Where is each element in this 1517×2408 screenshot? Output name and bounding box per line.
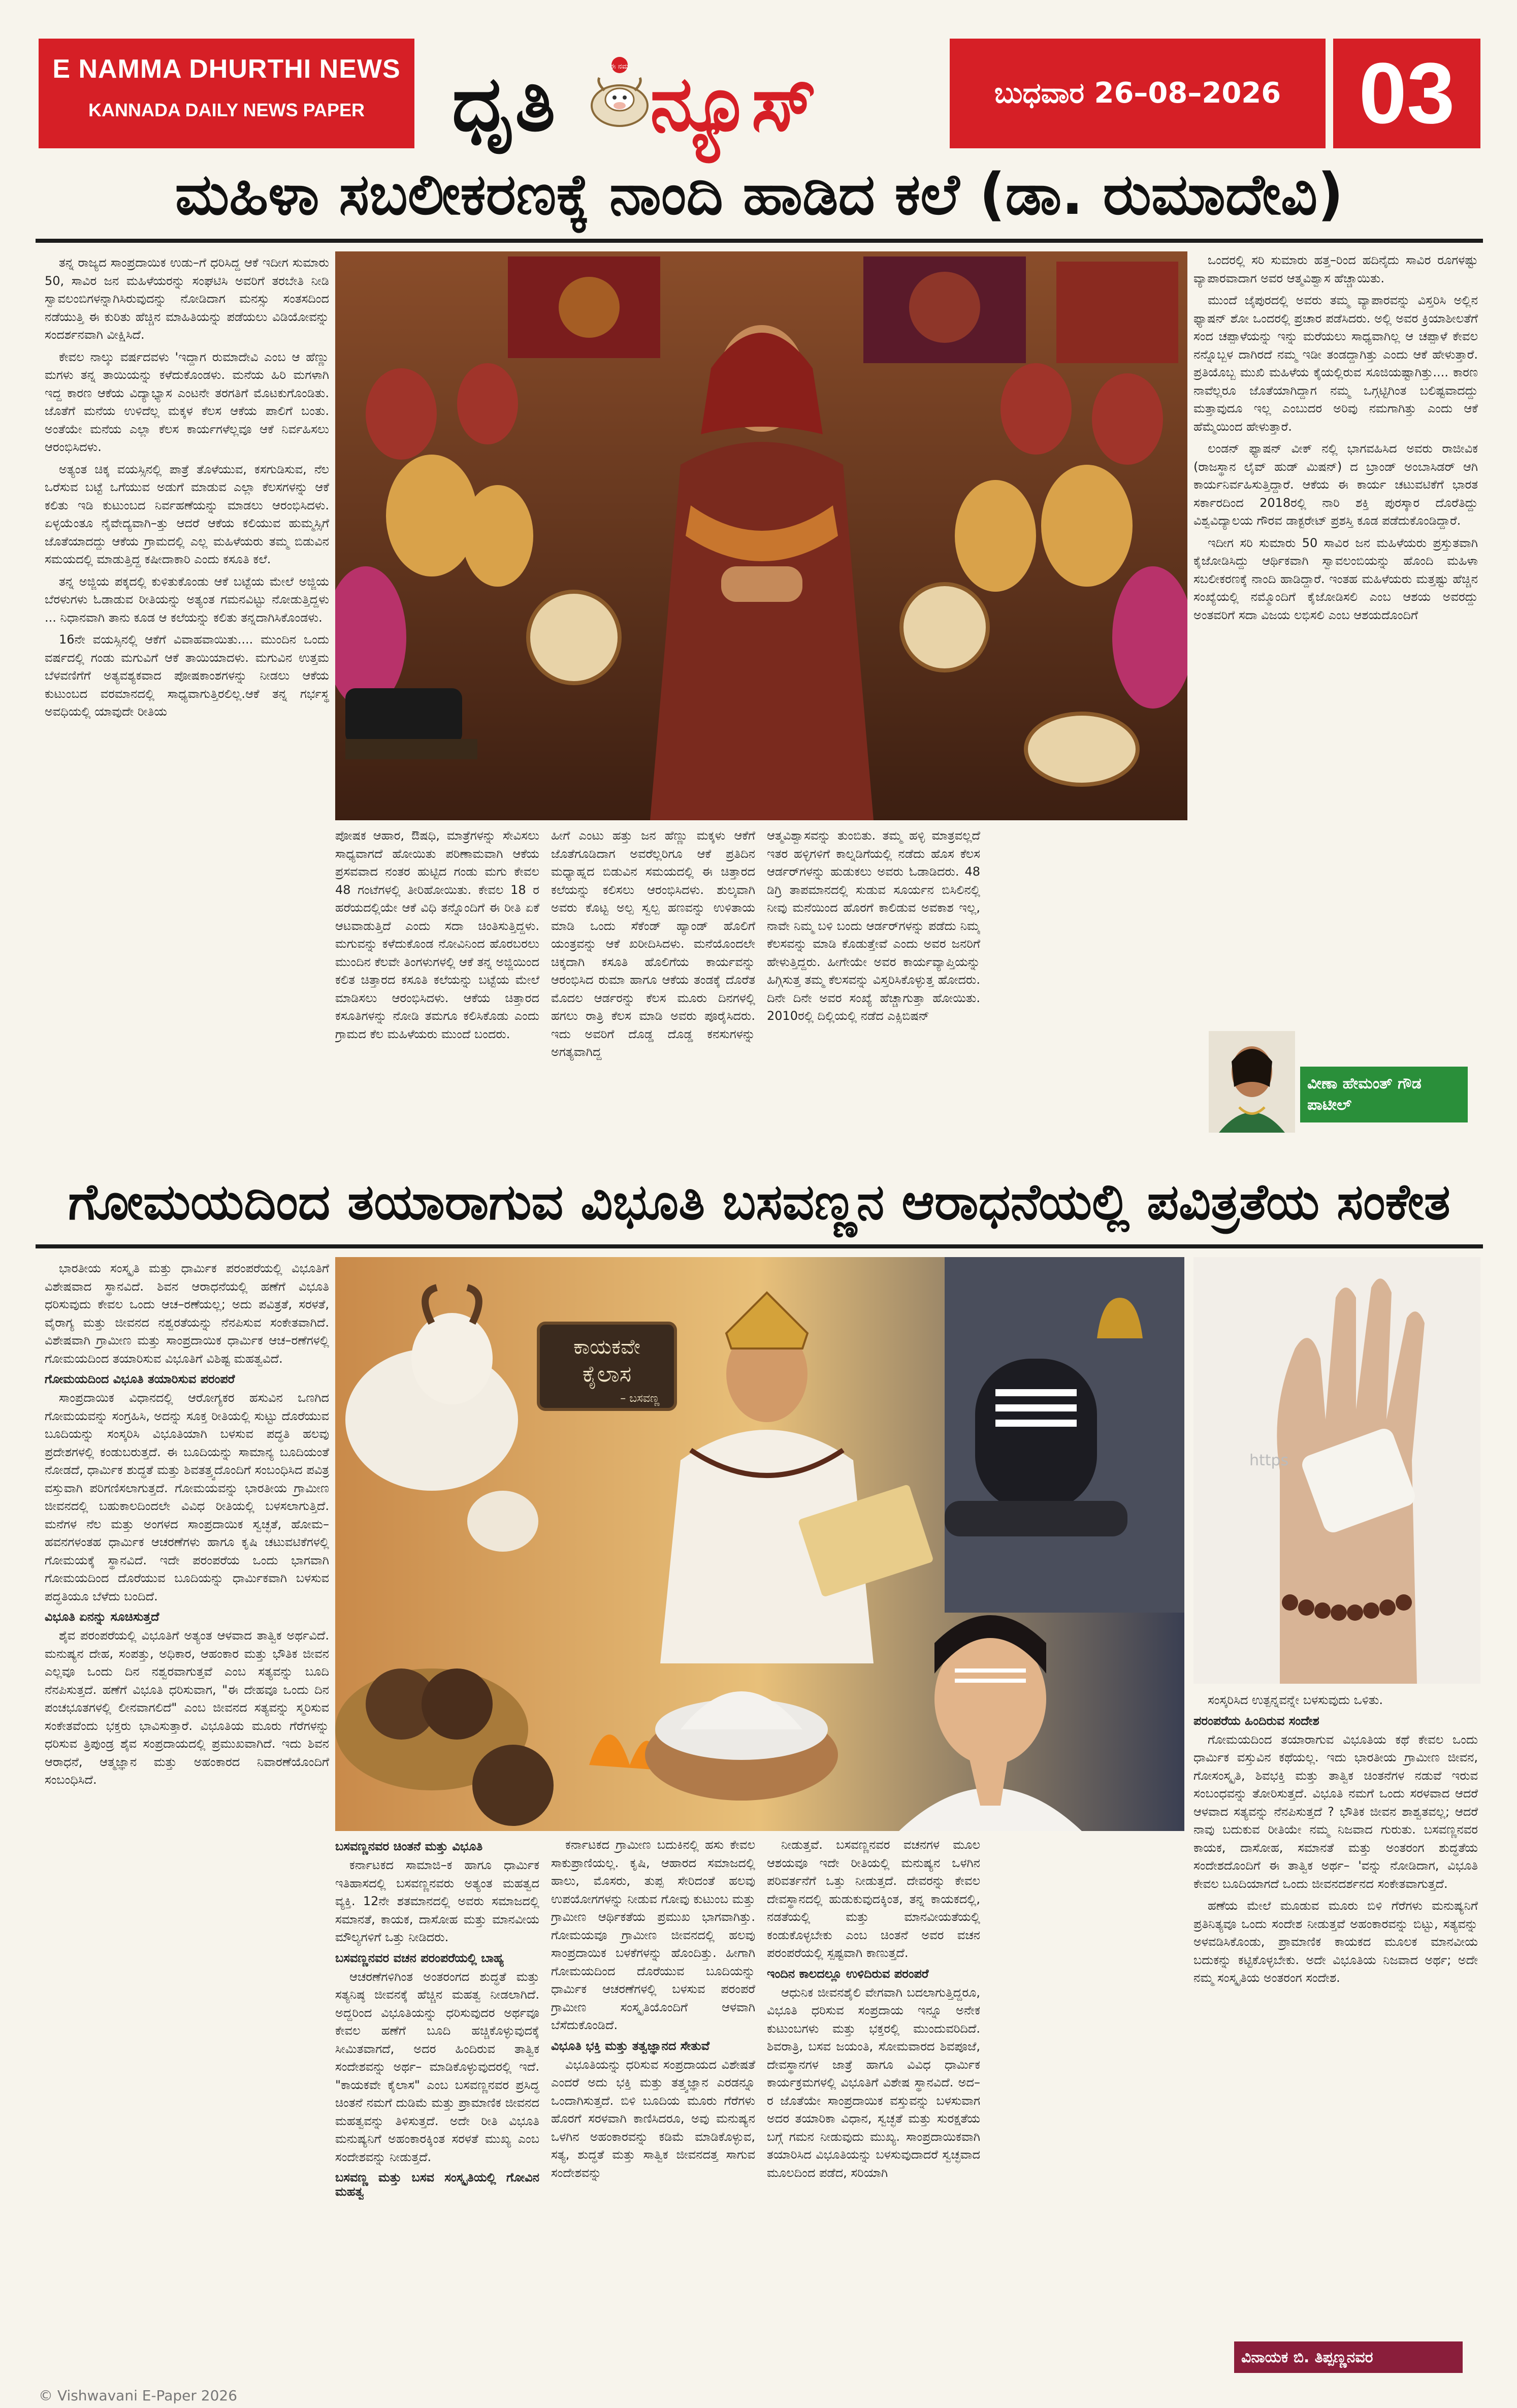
paragraph: ಕರ್ನಾಟಕದ ಸಾಮಾಜಿ–ಕ ಹಾಗೂ ಧಾರ್ಮಿಕ ಇತಿಹಾಸದಲ್ಲಿ ಬಸವಣ್ಣನವರು ಅತ್ಯಂತ ಮಹತ್ವದ ವ್ಯಕ್ತಿ. 12ನೇ ಶತಮಾನದಲ್ಲಿ ಅವರು ಸಮಾಜದಲ್ಲಿ ಸಮಾನತೆ, ಕಾಯಕ, ದಾಸೋಹ ಮತ್ತು ಮಾನವೀಯ ಮೌಲ್ಯಗಳಿಗೆ ಒತ್ತು ನೀಡಿದರು.: [335, 1858, 539, 1945]
story2-col3: [551, 1836, 755, 2385]
paragraph: ಕರ್ನಾಟಕದ ಗ್ರಾಮೀಣ ಬದುಕಿನಲ್ಲಿ ಹಸು ಕೇವಲ ಸಾಕುಪ್ರಾಣಿಯಲ್ಲ. ಕೃಷಿ, ಆಹಾರದ ಸಮಾಜದಲ್ಲಿ ಹಾಲು, ಮೊಸರು, ತುಪ್ಪ ಸೇರಿದಂತೆ ಹಲವು ಉಪಯೋಗಗಳನ್ನು ನೀಡುವ ಗೋವು ಕುಟುಂಬ ಮತ್ತು ಗ್ರಾಮೀಣ ಆರ್ಥಿಕತೆಯ ಪ್ರಮುಖ ಭಾಗವಾಗಿತ್ತು. ಗೋಮಯವೂ ಗ್ರಾಮೀಣ ಜೀವನದಲ್ಲಿ ಹಲವು ಸಾಂಪ್ರದಾಯಿಕ ಬಳಕೆಗಳನ್ನು ಹೊಂದಿತ್ತು. ಹೀಗಾಗಿ ಗೋಮಯದಿಂದ ದೊರೆಯುವ ಬೂದಿಯನ್ನು ಧಾರ್ಮಿಕ ಆಚರಣೆಗಳಲ್ಲಿ ಬಳಸುವ ಪರಂಪರೆ ಗ್ರಾಮೀಣ ಸಂಸ್ಕೃತಿಯೊಂದಿಗೆ ಆಳವಾಗಿ ಬೆಸೆದುಕೊಂಡಿದೆ.: [551, 1838, 755, 2033]
subhead: ಬಸವಣ್ಣ ಮತ್ತು ಬಸವ ಸಂಸ್ಕೃತಿಯಲ್ಲಿ ಗೋವಿನ ಮಹತ್ವ: [335, 2170, 539, 2199]
paragraph: ಅತ್ಯಂತ ಚಿಕ್ಕ ವಯಸ್ಸಿನಲ್ಲಿ ಪಾತ್ರೆ ತೊಳೆಯುವ, ಕಸಗುಡಿಸುವ, ನೆಲ ಒರೆಸುವ ಬಟ್ಟೆ ಒಗೆಯುವ ಅಡುಗೆ ಮಾಡುವ ಎಲ್ಲಾ ಕೆಲಸಗಳನ್ನು ಆಕೆ ಕಲಿತು ಇಡಿ ಕುಟುಂಬದ ನಿರ್ವಹಣೆಯನ್ನು ಮಾಡಲು ಆರಂಭಿಸಿದಳು. ಏಳ್ಳಯೆಂತೂ ನೈವೇದ್ಯವಾಗಿ–ತ್ತು ಆದರೆ ಆಕೆಯ ಕಲಿಯುವ ಹುಮ್ಮಸ್ಸಿಗೆ ಜೊತೆಯಾದದ್ದು ಆಕೆಯ ಗ್ರಾಮದಲ್ಲಿ ಎಲ್ಲ ಮಹಿಳೆಯರು ತಮ್ಮ ಬಿಡುವಿನ ಸಮಯದಲ್ಲಿ ಮಾಡುತ್ತಿದ್ದ ಕಷೀದಾಕಾರಿ ಎಂದು ಕಸೂತಿ ಕಲೆ.: [45, 462, 329, 567]
paragraph: ಹಣೆಯ ಮೇಲೆ ಮೂಡುವ ಮೂರು ಬಿಳಿ ಗೆರೆಗಳು ಮನುಷ್ಯನಿಗೆ ಪ್ರತಿನಿತ್ಯವೂ ಒಂದು ಸಂದೇಶ ನೀಡುತ್ತವೆ ಅಹಂಕಾರವನ್ನು ಬಿಟ್ಟು, ಸತ್ಯವನ್ನು ಅಳವಡಿಸಿಕೊಂಡು, ಪ್ರಾಮಾಣಿಕ ಕಾಯಕದ ಮೂಲಕ ಮಾನವೀಯ ಬದುಕನ್ನು ಕಟ್ಟಿಕೊಳ್ಳಬೇಕು. ಅದೇ ವಿಭೂತಿಯ ನಿಜವಾದ ಅರ್ಥ; ಅದೇ ನಮ್ಮ ಸಂಸ್ಕೃತಿಯ ಅಂತರಂಗ ಸಂದೇಶ.: [1193, 1899, 1478, 1985]
story2-col5: [1193, 1691, 1478, 2336]
author2-byline: ವಿನಾಯಕ ಬಿ. ತಿಪ್ಪಣ್ಣನವರ: [1234, 2341, 1463, 2373]
brand-box: [39, 39, 414, 148]
subhead: ವಿಭೂತಿ ಏನನ್ನು ಸೂಚಿಸುತ್ತದೆ: [45, 1610, 159, 1624]
story1-col5: [1193, 251, 1478, 1044]
subhead: ಬಸವಣ್ಣನವರ ಚಿಂತನೆ ಮತ್ತು ವಿಭೂತಿ: [335, 1839, 483, 1853]
paragraph: ತನ್ನ ರಾಜ್ಯದ ಸಾಂಪ್ರದಾಯಿಕ ಉಡು–ಗೆ ಧರಿಸಿದ್ದ ಆಕೆ ಇದೀಗ ಸುಮಾರು 50, ಸಾವಿರ ಜನ ಮಹಿಳೆಯರನ್ನು ಸಂಘಟಿಸಿ ಅವರಿಗೆ ತರಬೇತಿ ನೀಡಿ ಸ್ವಾವಲಂಬಿಗಳನ್ನಾಗಿಸಿರುವುದನ್ನು ನೋಡಿದಾಗ ಮನಸ್ಸು ಸಂತಸದಿಂದ ನಡೆಯುತ್ತಿ ಈ ಕುರಿತು ಹೆಚ್ಚಿನ ಮಾಹಿತಿಯನ್ನು ಪಡೆಯಲು ವಿಡಿಯೋವನ್ನು ಸಂದರ್ಶನವಾಗಿ ವೀಕ್ಷಿಸಿದೆ.: [45, 255, 329, 342]
subhead: ಇಂದಿನ ಕಾಲದಲ್ಲೂ ಉಳಿದಿರುವ ಪರಂಪರೆ: [767, 1966, 929, 1981]
author1-byline: ವೀಣಾ ಹೇಮಂತ್ ಗೌಡ ಪಾಟೀಲ್: [1300, 1067, 1468, 1122]
paragraph: ಭಾರತೀಯ ಸಂಸ್ಕೃತಿ ಮತ್ತು ಧಾರ್ಮಿಕ ಪರಂಪರೆಯಲ್ಲಿ ವಿಭೂತಿಗೆ ವಿಶೇಷವಾದ ಸ್ಥಾನವಿದೆ. ಶಿವನ ಆರಾಧನೆಯಲ್ಲಿ ಹಣೆಗೆ ವಿಭೂತಿ ಧರಿಸುವುದು ಕೇವಲ ಒಂದು ಆಚ–ರಣೆಯಲ್ಲ; ಅದು ಪವಿತ್ರತೆ, ಸರಳತೆ, ವೈರಾಗ್ಯ ಮತ್ತು ಜೀವನದ ನಶ್ವರತೆಯನ್ನು ನೆನಪಿಸುವ ಸಂಕೇತವಾಗಿದೆ. ವಿಶೇಷವಾಗಿ ಗ್ರಾಮೀಣ ಮತ್ತು ಸಾಂಪ್ರದಾಯಿಕ ಧಾರ್ಮಿಕ ಆಚ–ರಣೆಗಳಲ್ಲಿ ಗೋಮಯದಿಂದ ತಯಾರಿಸುವ ವಿಭೂತಿಗೆ ವಿಶಿಷ್ಟ ಮಹತ್ವವಿದೆ.: [45, 1261, 329, 1366]
story1-col3: ಹೀಗೆ ಎಂಟು ಹತ್ತು ಜನ ಹೆಣ್ಣು ಮಕ್ಕಳು ಆಕೆಗೆ ಜೊತೆಗೂಡಿದಾಗ ಅವರೆಲ್ಲರಿಗೂ ಆಕೆ ಪ್ರತಿದಿನ ಮಧ್ಯಾಹ್ನದ ಬಿಡುವಿನ ಸಮಯದಲ್ಲಿ ಈ ಚಿತ್ತಾರದ ಕಲೆಯನ್ನು ಕಲಿಸಲು ಆರಂಭಿಸಿದಳು. ಶುಲ್ಕವಾಗಿ ಅವರು ಕೊಟ್ಟ ಅಲ್ಪ ಸ್ವಲ್ಪ ಹಣವನ್ನು ಉಳಿತಾಯ ಮಾಡಿ ಒಂದು ಸೆಕೆಂಡ್ ಹ್ಯಾಂಡ್ ಹೊಲಿಗೆ ಯಂತ್ರವನ್ನು ಆಕೆ ಖರೀದಿಸಿದಳು. ಮನೆಯೊಂದಲೇ ಚಿಕ್ಕದಾಗಿ ಕಸೂತಿ ಹೊಲಿಗೆಯ ಕಾರ್ಯವನ್ನು ಆರಂಭಿಸಿದ ರುಮಾ ಹಾಗೂ ಆಕೆಯ ತಂಡಕ್ಕೆ ದೊರೆತ ಮೊದಲ ಆರ್ಡರನ್ನು ಕೆಲಸ ಮೂರು ದಿನಗಳಲ್ಲಿ ಹಗಲು ರಾತ್ರಿ ಕೆಲಸ ಮಾಡಿ ಅವರು ಪೂರೈಸಿದರು. ಇದು ಅವರಿಗೆ ದೊಡ್ಡ ದೊಡ್ಡ ಕನಸುಗಳನ್ನು ಅಗತ್ಯವಾಗಿದ್ದ: [551, 828, 755, 1059]
paragraph: ನೀಡುತ್ತವೆ. ಬಸವಣ್ಣನವರ ವಚನಗಳ ಮೂಲ ಆಶಯವೂ ಇದೇ ರೀತಿಯಲ್ಲಿ ಮನುಷ್ಯನ ಒಳಗಿನ ಪರಿವರ್ತನೆಗೆ ಒತ್ತು ನೀಡುತ್ತದೆ. ದೇವರನ್ನು ಕೇವಲ ದೇವಸ್ಥಾನದಲ್ಲಿ ಹುಡುಕುವುದಕ್ಕಿಂತ, ತನ್ನ ಕಾಯಕದಲ್ಲಿ, ನಡತೆಯಲ್ಲಿ ಮತ್ತು ಮಾನವೀಯತೆಯಲ್ಲಿ ಕಂಡುಕೊಳ್ಳಬೇಕು ಎಂಬ ಚಿಂತನೆ ಅವರ ವಚನ ಪರಂಪರೆಯಲ್ಲಿ ಸ್ಪಷ್ಟವಾಗಿ ಕಾಣುತ್ತದೆ.: [767, 1838, 980, 1961]
subhead: ಗೋಮಯದಿಂದ ವಿಭೂತಿ ತಯಾರಿಸುವ ಪರಂಪರೆ: [45, 1372, 235, 1387]
paragraph: ಕೇವಲ ನಾಲ್ಕು ವರ್ಷದವಳು 'ಇದ್ದಾಗ ರುಮಾದೇವಿ ಎಂಬ ಆ ಹೆಣ್ಣು ಮಗಳು ತನ್ನ ತಾಯಿಯನ್ನು ಕಳೆದುಕೊಂಡಳು. ಮನೆಯ ಹಿರಿ ಮಗಳಾಗಿ ಇದ್ದ ಕಾರಣ ಆಕೆಯ ವಿದ್ಯಾಭ್ಯಾಸ ಎಂಟನೇ ತರಗತಿಗೆ ಮೊಟಕುಗೊಂಡಿತು. ಜೊತೆಗೆ ಮನೆಯ ಉಳಿದೆಲ್ಲ ಮಕ್ಕಳ ಕೆಲಸ ಆಕೆಯ ಪಾಲಿಗೆ ಬಂತು. ಅಂತೆಯೇ ಮನೆಯ ಎಲ್ಲಾ ಕೆಲಸ ಕಾರ್ಯಗಳೆಲ್ಲವೂ ಆಕೆ ನಿರ್ವಹಿಸಲು ಆರಂಭಿಸಿದಳು.: [45, 349, 329, 455]
vibhuti-illustration: [335, 1257, 1184, 1831]
story2-col2: [335, 1836, 539, 2385]
story2-rule: [36, 1244, 1483, 1248]
logo-text-2: ನ್ಯೂಸ್: [650, 60, 817, 148]
author1-portrait: [1209, 1031, 1295, 1133]
subhead: ವಿಭೂತಿ ಭಕ್ತಿ ಮತ್ತು ತತ್ವಜ್ಞಾನದ ಸೇತುವೆ: [551, 2038, 710, 2053]
cow-logo-icon: [584, 55, 655, 136]
paragraph: ತನ್ನ ಅಜ್ಜಿಯ ಪಕ್ಕದಲ್ಲಿ ಕುಳಿತುಕೊಂಡು ಆಕೆ ಬಟ್ಟೆಯ ಮೇಲೆ ಅಜ್ಜಿಯ ಬೆರಳುಗಳು ಓಡಾಡುವ ರೀತಿಯನ್ನು ಅತ್ಯಂತ ಗಮನವಿಟ್ಟು ನೋಡುತ್ತಿದ್ದಳು ... ನಿಧಾನವಾಗಿ ತಾನು ಕೂಡ ಆ ಕಲೆಯನ್ನು ಕಲಿತು ತನ್ನದಾಗಿಸಿಕೊಂಡಳು.: [45, 574, 329, 625]
paragraph: ವಿಭೂತಿಯನ್ನು ಧರಿಸುವ ಸಂಪ್ರದಾಯದ ವಿಶೇಷತೆ ಎಂದರೆ ಅದು ಭಕ್ತಿ ಮತ್ತು ತತ್ತ್ವಜ್ಞಾನ ಎರಡನ್ನೂ ಒಂದಾಗಿಸುತ್ತದೆ. ಬಿಳಿ ಬೂದಿಯ ಮೂರು ಗೆರೆಗಳು ಹೊರಗೆ ಸರಳವಾಗಿ ಕಾಣಿಸಿದರೂ, ಅವು ಮನುಷ್ಯನ ಒಳಗಿನ ಅಹಂಕಾರವನ್ನು ಕಡಿಮೆ ಮಾಡಿಕೊಳ್ಳುವ, ಸತ್ಯ, ಶುದ್ಧತೆ ಮತ್ತು ಸಾತ್ವಿಕ ಜೀವನದತ್ತ ಸಾಗುವ ಸಂದೇಶವನ್ನು: [551, 2057, 755, 2180]
page-number: 03: [1333, 39, 1480, 148]
brand-name: E NAMMA DHURTHI NEWS: [52, 54, 401, 84]
paragraph: ಶೈವ ಪರಂಪರೆಯಲ್ಲಿ ವಿಭೂತಿಗೆ ಅತ್ಯಂತ ಆಳವಾದ ತಾತ್ವಿಕ ಅರ್ಥವಿದೆ. ಮನುಷ್ಯನ ದೇಹ, ಸಂಪತ್ತು, ಅಧಿಕಾರ, ಆಹಂಕಾರ ಮತ್ತು ಭೌತಿಕ ಜೀವನ ಎಲ್ಲವೂ ಒಂದು ದಿನ ನಶ್ವರವಾಗುತ್ತವೆ ಎಂಬ ಸತ್ಯವನ್ನು ಬೂದಿ ನೆನಪಿಸುತ್ತದೆ. ಹಣೆಗೆ ವಿಭೂತಿ ಧರಿಸುವಾಗ, "ಈ ದೇಹವೂ ಒಂದು ದಿನ ಪಂಚಭೂತಗಳಲ್ಲಿ ಲೀನವಾಗಲಿದೆ" ಎಂಬ ಜೀವನದ ಸತ್ಯವನ್ನು ಸ್ಮರಿಸುವ ಸಂಕೇತವೆಂದು ಭಕ್ತರು ಭಾವಿಸುತ್ತಾರೆ. ವಿಭೂತಿಯ ಮೂರು ಗೆರೆಗಳನ್ನು ಧರಿಸುವ ತ್ರಿಪುಂಡ್ರ ಶೈವ ಸಂಪ್ರದಾಯದಲ್ಲಿ ಪ್ರಮುಖವಾಗಿದೆ. ಇದು ಶಿವನ ಆರಾಧನೆ, ಆತ್ಮಜ್ಞಾನ ಮತ್ತು ಅಹಂಕಾರದ ನಿವಾರಣೆಯೊಂದಿಗೆ ಸಂಬಂಧಿಸಿದೆ.: [45, 1628, 329, 1787]
hand-vibhuti-photo: [1193, 1257, 1480, 1684]
sign-line3: – ಬಸವಣ್ಣ: [620, 1392, 660, 1405]
paragraph: 16ನೇ ವಯಸ್ಸಿನಲ್ಲಿ ಆಕೆಗೆ ವಿವಾಹವಾಯಿತು.... ಮುಂದಿನ ಒಂದು ವರ್ಷದಲ್ಲಿ ಗಂಡು ಮಗುವಿಗೆ ಆಕೆ ತಾಯಿಯಾದಳು. ಮಗುವಿನ ಉತ್ತಮ ಬೆಳವಣಿಗೆಗೆ ಅತ್ಯವಶ್ಯಕವಾದ ಪೋಷಕಾಂಶಗಳನ್ನು ನೀಡಲು ಆಕೆಯ ಕುಟುಂಬದ ವರಮಾನದಲ್ಲಿ ಸಾಧ್ಯವಾಗುತ್ತಿರಲಿಲ್ಲ.ಆಕೆ ತನ್ನ ಗರ್ಭಸ್ಥ ಅವಧಿಯಲ್ಲಿ ಯಾವುದೇ ರೀತಿಯ: [45, 632, 329, 719]
story1-headline: ಮಹಿಳಾ ಸಬಲೀಕರಣಕ್ಕೆ ನಾಂದಿ ಹಾಡಿದ ಕಲೆ (ಡಾ. ರುಮಾದೇವಿ): [175, 162, 1344, 228]
paragraph: ಒಂದರಲ್ಲಿ ಸರಿ ಸುಮಾರು ಹತ್ತ–ರಿಂದ ಹದಿನೈದು ಸಾವಿರ ರೂಗಳಷ್ಟು ವ್ಯಾಪಾರವಾದಾಗ ಅವರ ಆತ್ಮವಿಶ್ವಾಸ ಹೆಚ್ಚಾಯಿತು.: [1193, 253, 1478, 285]
logo-small-text: ಈ ನಮ್ಮ: [609, 62, 630, 71]
paragraph: ಆಚರಣೆಗಳಿಗಿಂತ ಅಂತರಂಗದ ಶುದ್ಧತೆ ಮತ್ತು ಸತ್ಯನಿಷ್ಠ ಜೀವನಕ್ಕೆ ಹೆಚ್ಚಿನ ಮಹತ್ವ ನೀಡಲಾಗಿದೆ. ಅದ್ದರಿಂದ ವಿಭೂತಿಯನ್ನು ಧರಿಸುವುದರ ಅರ್ಥವೂ ಕೇವಲ ಹಣೆಗೆ ಬೂದಿ ಹಚ್ಚಿಕೊಳ್ಳುವುದಕ್ಕೆ ಸೀಮಿತವಾಗದೆ, ಅದರ ಹಿಂದಿರುವ ತಾತ್ವಿಕ ಸಂದೇಶವನ್ನು ಅರ್ಥ– ಮಾಡಿಕೊಳ್ಳುವುದರಲ್ಲಿ ಇದೆ. "ಕಾಯಕವೇ ಕೈಲಾಸ" ಎಂಬ ಬಸವಣ್ಣನವರ ಪ್ರಸಿದ್ಧ ಚಿಂತನೆ ನಮಗೆ ದುಡಿಮೆ ಮತ್ತು ಪ್ರಾಮಾಣಿಕ ಜೀವನದ ಮಹತ್ವವನ್ನು ತಿಳಿಸುತ್ತದೆ. ಅದೇ ರೀತಿ ವಿಭೂತಿ ಮನುಷ್ಯನಿಗೆ ಅಹಂಕಾರಕ್ಕಿಂತ ಸರಳತೆ ಮುಖ್ಯ ಎಂಬ ಸಂದೇಶವನ್ನು ನೀಡುತ್ತದೆ.: [335, 1969, 539, 2164]
story1-col2: ಪೋಷಕ ಆಹಾರ, ಔಷಧಿ, ಮಾತ್ರೆಗಳನ್ನು ಸೇವಿಸಲು ಸಾಧ್ಯವಾಗದೆ ಹೋಯಿತು ಪರಿಣಾಮವಾಗಿ ಆಕೆಯ ಪ್ರಸವವಾದ ನಂತರ ಹುಟ್ಟಿದ ಗಂಡು ಮಗು ಕೇವಲ 48 ಗಂಟೆಗಳಲ್ಲಿ ತೀರಿಹೋಯಿತು. ಕೇವಲ 18 ರ ಹರೆಯದಲ್ಲಿಯೇ ಆಕೆ ವಿಧಿ ತನ್ನೊಂದಿಗೆ ಈ ರೀತಿ ಏಕೆ ಆಟವಾಡುತ್ತಿದೆ ಎಂದು ಸದಾ ಚಿಂತಿಸುತ್ತಿದ್ದಳು. ಮಗುವನ್ನು ಕಳೆದುಕೊಂಡ ನೋವಿನಿಂದ ಹೊರಬರಲು ಮುಂದಿನ ಕೆಲವೇ ತಿಂಗಳುಗಳಲ್ಲಿ ಆಕೆ ತನ್ನ ಅಜ್ಜಿಯಿಂದ ಕಲಿತ ಚಿತ್ತಾರದ ಕಸೂತಿ ಕಲೆಯನ್ನು ಬಟ್ಟೆಯ ಮೇಲೆ ಮಾಡಿಸಲು ಆರಂಭಿಸಿದಳು. ಆಕೆಯ ಚಿತ್ತಾರದ ಕಸೂತಿಗಳನ್ನು ನೋಡಿ ತಮಗೂ ಕಲಿಸಿಕೊಡು ಎಂದು ಗ್ರಾಮದ ಕೆಲ ಮಹಿಳೆಯರು ಮುಂದೆ ಬಂದರು.: [335, 828, 539, 1041]
story1-col1: [45, 254, 329, 1158]
subhead: ಬಸವಣ್ಣನವರ ವಚನ ಪರಂಪರೆಯಲ್ಲಿ ಬಾಹ್ಯ: [335, 1950, 504, 1965]
paragraph: ಗೋಮಯದಿಂದ ತಯಾರಾಗುವ ವಿಭೂತಿಯ ಕಥೆ ಕೇವಲ ಒಂದು ಧಾರ್ಮಿಕ ವಸ್ತುವಿನ ಕಥೆಯಲ್ಲ. ಇದು ಭಾರತೀಯ ಗ್ರಾಮೀಣ ಜೀವನ, ಗೋಸಂಸ್ಕೃತಿ, ಶಿವಭಕ್ತಿ ಮತ್ತು ತಾತ್ವಿಕ ಚಿಂತನೆಗಳ ನಡುವೆ ಇರುವ ಸಂಬಂಧವನ್ನು ತೋರಿಸುತ್ತದೆ. ವಿಭೂತಿ ನಮಗೆ ಒಂದು ಸರಳವಾದ ಆದರೆ ಆಳವಾದ ಸತ್ಯವನ್ನು ನೆನಪಿಸುತ್ತದೆ ? ಭೌತಿಕ ಜೀವನ ಶಾಶ್ವತವಲ್ಲ; ಆದರೆ ನಾವು ಬದುಕುವ ರೀತಿಯೇ ನಮ್ಮ ನಿಜವಾದ ಗುರುತು. ಬಸವಣ್ಣನವರ ಕಾಯಕ, ದಾಸೋಹ, ಸಮಾನತೆ ಮತ್ತು ಅಂತರಂಗ ಶುದ್ಧತೆಯ ಸಂದೇಶದೊಂದಿಗೆ ಈ ತಾತ್ವಿಕ ಅರ್ಥ– 'ವನ್ನು ನೋಡಿದಾಗ, ವಿಭೂತಿ ಕೇವಲ ಬೂದಿಯಾಗದೆ ಒಂದು ಜೀವನದರ್ಶನದ ಸಂಕೇತವಾಗುತ್ತದೆ.: [1193, 1732, 1478, 1891]
footer-source: © Vishwavani E-Paper 2026: [39, 2387, 238, 2404]
embroidery-group-photo: [335, 251, 1187, 820]
paragraph: ಸಂಸ್ಕರಿಸಿದ ಉತ್ಪನ್ನವನ್ನೇ ಬಳಸುವುದು ಒಳಿತು.: [1208, 1693, 1383, 1707]
paragraph: ಲಂಡನ್ ಫ್ಯಾಷನ್ ವೀಕ್ ನಲ್ಲಿ ಭಾಗವಹಿಸಿದ ಅವರು ರಾಜೀವಿಕ (ರಾಜಸ್ಥಾನ ಲೈವ್ ಹುಡ್ ಮಿಷನ್) ದ ಬ್ರಾಂಡ್ ಅಂಬಾಸಿಡರ್ ಆಗಿ ಕಾರ್ಯನಿರ್ವಹಿಸುತ್ತಿದ್ದಾರೆ. ಆಕೆಯ ಈ ಕಾರ್ಯ ಚಟುವಟಿಕೆಗೆ ಭಾರತ ಸರ್ಕಾರದಿಂದ 2018ರಲ್ಲಿ ನಾರಿ ಶಕ್ತಿ ಪುರಸ್ಕಾರ ದೊರೆತಿದ್ದು ವಿಶ್ವವಿದ್ಯಾಲಯ ಗೌರವ ಡಾಕ್ಟರೇಟ್ ಪ್ರಶಸ್ತಿ ಕೂಡ ಪಡೆದುಕೊಂಡಿದ್ದಾರೆ.: [1193, 441, 1478, 528]
paragraph: ಮುಂದೆ ಜೈಪುರದಲ್ಲಿ ಅವರು ತಮ್ಮ ವ್ಯಾಪಾರವನ್ನು ವಿಸ್ತರಿಸಿ ಅಲ್ಲಿನ ಫ್ಯಾಷನ್ ಶೋ ಒಂದರಲ್ಲಿ ಪ್ರಚಾರ ಪಡೆಸಿದರು. ಅಲ್ಲಿ ಅವರ ಕ್ರಿಯಾಶೀಲತೆಗೆ ಸಂದ ಚಪ್ಪಾಳೆಯನ್ನು ಇನ್ನು ಮರೆಯಲು ಸಾಧ್ಯವಾಗಿಲ್ಲ ಆ ಚಪ್ಪಾಳೆ ಕೇವಲ ನನ್ನೊಬ್ಬಳ ದಾಗಿರದೆ ನಮ್ಮ ಇಡೀ ತಂಡದ್ದಾಗಿತ್ತು ಎಂದು ಆಕೆ ಹೇಳುತ್ತಾರೆ. ಪ್ರತಿಯೊಬ್ಬ ಮುಖಿ ಮಹಿಳೆಯ ಕೈಯಲ್ಲಿರುವ ಸೂಜಿಯಷ್ಟಾಗಿತ್ತು.... ಕಾರಣ ನಾವೆಲ್ಲರೂ ಜೊತೆಯಾಗಿದ್ದಾಗ ನಮ್ಮ ಒಗ್ಗಟ್ಟಿಗಿಂತ ಬಲಿಷ್ಟವಾದದ್ದು ಮತ್ತಾವುದೂ ಇಲ್ಲ ಎಂಬುದರ ಅರಿವು ನಮಗಾಗಿತ್ತು ಎಂದು ಆಕೆ ಹೆಮ್ಮೆಯಿಂದ ಹೇಳುತ್ತಾರೆ.: [1193, 293, 1478, 434]
brand-tagline: KANNADA DAILY NEWS PAPER: [88, 100, 365, 120]
paragraph: ಸಾಂಪ್ರದಾಯಿಕ ವಿಧಾನದಲ್ಲಿ ಆರೋಗ್ಯಕರ ಹಸುವಿನ ಒಣಗಿದ ಗೋಮಯವನ್ನು ಸಂಗ್ರಹಿಸಿ, ಅದನ್ನು ಸೂಕ್ತ ರೀತಿಯಲ್ಲಿ ಸುಟ್ಟು ದೊರೆಯುವ ಬೂದಿಯನ್ನು ಸಂಸ್ಕರಿಸಿ ವಿಭೂತಿಯಾಗಿ ಬಳಸುವ ಪದ್ಧತಿ ಹಲವು ಪ್ರದೇಶಗಳಲ್ಲಿ ಕಂಡುಬರುತ್ತದೆ. ಈ ಬೂದಿಯನ್ನು ಸಾಮಾನ್ಯ ಬೂದಿಯಂತೆ ನೋಡದೆ, ಧಾರ್ಮಿಕ ಶುದ್ಧತೆ ಮತ್ತು ಶಿವತತ್ತ್ವದೊಂದಿಗೆ ಸಂಬಂಧಿಸಿದ ಪವಿತ್ರ ವಸ್ತುವಾಗಿ ಪರಿಗಣಿಸಲಾಗುತ್ತದೆ. ಗೋಮಯವನ್ನು ಭಾರತೀಯ ಗ್ರಾಮೀಣ ಜೀವನದಲ್ಲಿ ಬಹುಕಾಲದಿಂದಲೇ ವಿವಿಧ ರೀತಿಯಲ್ಲಿ ಬಳಸಲಾಗುತ್ತಿದೆ. ಮನೆಗಳ ನೆಲ ಮತ್ತು ಅಂಗಳದ ಸಾಂಪ್ರದಾಯಿಕ ಸ್ವಚ್ಛತೆ, ಹೋಮ–ಹವನಗಳಂತಹ ಧಾರ್ಮಿಕ ಆಚರಣೆಗಳು ಹಾಗೂ ಕೃಷಿ ಚಟುವಟಿಕೆಗಳಲ್ಲಿ ಗೋಮಯಕ್ಕೆ ಸ್ಥಾನವಿದೆ. ಇದೇ ಪರಂಪರೆಯ ಒಂದು ಭಾಗವಾಗಿ ಗೋಮಯದಿಂದ ದೊರೆಯುವ ಬೂದಿಯನ್ನು ಧಾರ್ಮಿಕವಾಗಿ ಬಳಸುವ ಪದ್ಧತಿಯೂ ಬೆಳೆದು ಬಂದಿದೆ.: [45, 1391, 329, 1603]
masthead: [0, 0, 1517, 152]
photo-watermark: https: [1249, 1452, 1289, 1469]
story1-rule: [36, 239, 1483, 243]
paragraph: ಆಧುನಿಕ ಜೀವನಶೈಲಿ ವೇಗವಾಗಿ ಬದಲಾಗುತ್ತಿದ್ದರೂ, ವಿಭೂತಿ ಧರಿಸುವ ಸಂಪ್ರದಾಯ ಇನ್ನೂ ಅನೇಕ ಕುಟುಂಬಗಳು ಮತ್ತು ಭಕ್ತರಲ್ಲಿ ಮುಂದುವರಿದಿದೆ. ಶಿವರಾತ್ರಿ, ಬಸವ ಜಯಂತಿ, ಸೋಮವಾರದ ಶಿವಪೂಜೆ, ದೇವಸ್ಥಾನಗಳ ಜಾತ್ರೆ ಹಾಗೂ ವಿವಿಧ ಧಾರ್ಮಿಕ ಕಾರ್ಯಕ್ರಮಗಳಲ್ಲಿ ವಿಭೂತಿಗೆ ವಿಶೇಷ ಸ್ಥಾನವಿದೆ. ಅದ–ರ ಜೊತೆಯೇ ಸಾಂಪ್ರದಾಯಿಕ ವಸ್ತುವನ್ನು ಬಳಸುವಾಗ ಅದರ ತಯಾರಿಕಾ ವಿಧಾನ, ಸ್ವಚ್ಛತೆ ಮತ್ತು ಸುರಕ್ಷತೆಯ ಬಗ್ಗೆ ಗಮನ ನೀಡುವುದು ಮುಖ್ಯ. ಸಾಂಪ್ರದಾಯಿಕವಾಗಿ ತಯಾರಿಸಿದ ವಿಭೂತಿಯನ್ನು ಬಳಸುವುದಾದರೆ ಸ್ವಚ್ಛವಾದ ಮೂಲದಿಂದ ಪಡೆದ, ಸರಿಯಾಗಿ: [767, 1985, 980, 2180]
story2-headline: ಗೋಮಯದಿಂದ ತಯಾರಾಗುವ ವಿಭೂತಿ ಬಸವಣ್ಣನ ಆರಾಧನೆಯಲ್ಲಿ ಪವಿತ್ರತೆಯ ಸಂಕೇತ: [68, 1173, 1450, 1231]
logo-text-1: ಧೃತಿ: [452, 60, 556, 148]
story1-col4: ಆತ್ಮವಿಶ್ವಾಸವನ್ನು ತುಂಬಿತು. ತಮ್ಮ ಹಳ್ಳಿ ಮಾತ್ರವಲ್ಲದೆ ಇತರ ಹಳ್ಳಿಗಳಿಗೆ ಕಾಲ್ನಡಿಗೆಯಲ್ಲಿ ನಡೆದು ಹೊಸ ಕೆಲಸ ಆರ್ಡರ್‌ಗಳನ್ನು ಹುಡುಕಲು ಅವರು ಓಡಾಡಿದರು. 48 ಡಿಗ್ರಿ ತಾಪಮಾನದಲ್ಲಿ ಸುಡುವ ಸೂರ್ಯನ ಬಿಸಿಲಿನಲ್ಲಿ ನೀವು ಮನೆಯಿಂದ ಹೊರಗೆ ಕಾಲಿಡುವ ಅವಕಾಶ ಇಲ್ಲ, ನಾವೇ ನಿಮ್ಮ ಬಳಿ ಬಂದು ಆರ್ಡರ್‌ಗಳನ್ನು ಪಡೆದು ನಿಮ್ಮ ಕೆಲಸವನ್ನು ಮಾಡಿ ಕೊಡುತ್ತೇವೆ ಎಂದು ಅವರ ಜನರಿಗೆ ಹೇಳುತ್ತಿದ್ದರು. ಹೀಗೇಯೇ ಅವರ ಕಾರ್ಯವ್ಯಾಪ್ತಿಯನ್ನು ಹಿಗ್ಗಿಸುತ್ತ ತಮ್ಮ ಕೆಲಸವನ್ನು ವಿಸ್ತರಿಸಿಕೊಳ್ಳುತ್ತ ಹೋದರು. ದಿನೇ ದಿನೇ ಅವರ ಸಂಖ್ಯೆ ಹೆಚ್ಚಾಗುತ್ತಾ ಹೋಯಿತು. 2010ರಲ್ಲಿ ದಿಲ್ಲಿಯಲ್ಲಿ ನಡೆದ ಎಕ್ಸಿಬಿಷನ್: [767, 828, 980, 1023]
subhead: ಪರಂಪರೆಯ ಹಿಂದಿರುವ ಸಂದೇಶ: [1193, 1713, 1319, 1728]
sign-line1: ಕಾಯಕವೇ: [573, 1335, 640, 1359]
sign-line2: ಕೈಲಾಸ: [582, 1361, 632, 1387]
story2-col4: [767, 1836, 980, 2385]
story2-col1: [45, 1260, 329, 2382]
paragraph: ಇದೀಗ ಸರಿ ಸುಮಾರು 50 ಸಾವಿರ ಜನ ಮಹಿಳೆಯರು ಪ್ರಸ್ತುತವಾಗಿ ಕೈಜೋಡಿಸಿದ್ದು ಆರ್ಥಿಕವಾಗಿ ಸ್ವಾವಲಂಬಿಯನ್ನು ಹೊಂದಿ ಮಹಿಳಾ ಸಬಲೀಕರಣಕ್ಕೆ ನಾಂದಿ ಹಾಡಿದ್ದಾರೆ. ಇಂತಹ ಮಹಿಳೆಯರು ಮತ್ತಷ್ಟು ಹೆಚ್ಚಿನ ಸಂಖ್ಯೆಯಲ್ಲಿ ನಮ್ಮೊಂದಿಗೆ ಕೈಜೋಡಿಸಲಿ ಎಂಬ ಆಶಯ ಅವರದ್ದು ಅಂತವರಿಗೆ ಸದಾ ವಿಜಯ ಲಭಿಸಲಿ ಎಂಬ ಆಶಯದೊಂದಿಗೆ: [1193, 535, 1478, 622]
newspaper-logo: [452, 40, 940, 146]
issue-date: ಬುಧವಾರ 26–08–2026: [950, 39, 1326, 148]
